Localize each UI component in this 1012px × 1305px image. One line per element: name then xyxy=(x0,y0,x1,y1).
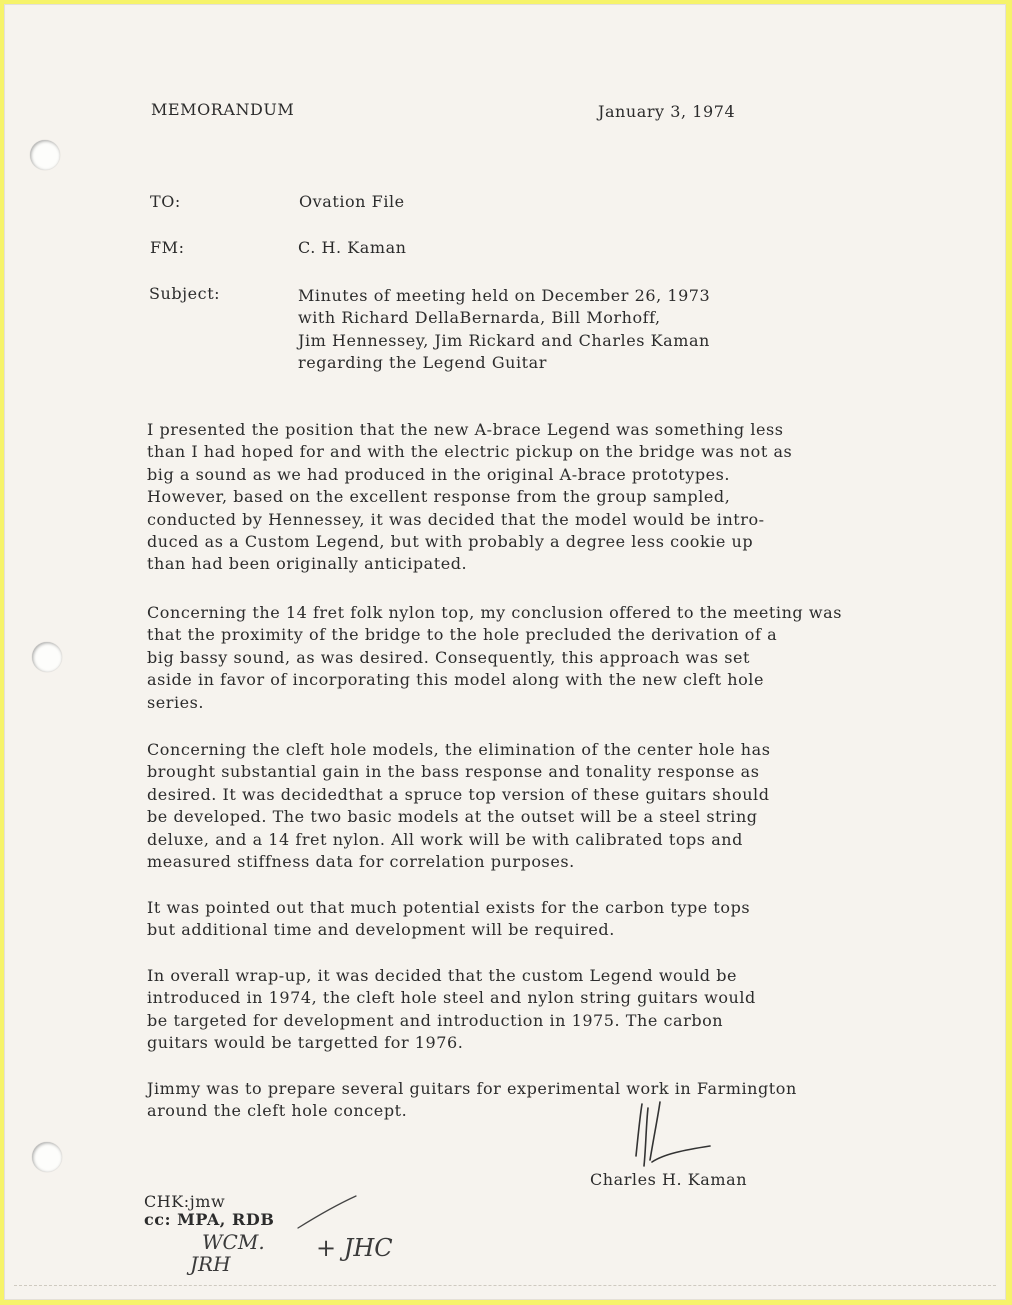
body-paragraph-2: Concerning the 14 fret folk nylon top, my conclusion offered to the meeting was that the proximity of the bridge to the hole precluded the derivation of a big bassy sound, as was desired. Consequently, this approach was set aside in favor of incorporating this model along with the new cleft hole series. xyxy=(147,603,842,712)
memo-date: January 3, 1974 xyxy=(598,102,736,121)
body-paragraph-1: I presented the position that the new A-brace Legend was something less than I had hoped for and with the electric pickup on the bridge was not as big a sound as we had produced in the original A-brace prototypes. However, based on the excellent response from the group sampled, conducted by Hennessey, it was decided that the model would be intro- duced as a Custom Legend, but with probably a degree less cookie up than had been originally anticipated. xyxy=(147,420,793,574)
handwritten-initials-2: JRH xyxy=(190,1252,231,1276)
binder-hole-top xyxy=(30,140,60,170)
body-paragraph-5: In overall wrap-up, it was decided that the custom Legend would be introduced in 1974, the cleft hole steel and nylon string guitars would be targeted for development and introduction in 1975. The carbon guitars would be targetted for 1976. xyxy=(147,966,756,1053)
from-label: FM: xyxy=(150,238,185,257)
from-value: C. H. Kaman xyxy=(298,238,407,257)
signature-scribble xyxy=(624,1096,734,1176)
typist-initials: CHK:jmw xyxy=(144,1192,226,1211)
subject-value: Minutes of meeting held on December 26, 1973 with Richard DellaBernarda, Bill Morhoff, Jim Hennessey, Jim Rickard and Charles Kaman regarding the Legend Guitar xyxy=(298,286,711,373)
to-label: TO: xyxy=(150,192,181,211)
handwritten-initials-1: WCM. xyxy=(202,1230,265,1254)
body-paragraph-6: Jimmy was to prepare several guitars for experimental work in Farmington around the cleft hole concept. xyxy=(147,1079,797,1121)
to-value: Ovation File xyxy=(299,192,405,211)
subject-label: Subject: xyxy=(149,284,221,303)
handwritten-initials-3: + JHC xyxy=(316,1234,393,1262)
body-paragraph-4: It was pointed out that much potential exists for the carbon type tops but additional time and development will be required. xyxy=(147,898,751,940)
binder-hole-bottom xyxy=(32,1142,62,1172)
cc-line: cc: MPA, RDB xyxy=(144,1210,275,1229)
signature-name: Charles H. Kaman xyxy=(590,1170,748,1189)
binder-hole-middle xyxy=(32,642,62,672)
page-bottom-edge xyxy=(14,1285,996,1286)
cc-pen-stroke xyxy=(294,1192,364,1232)
memo-heading: MEMORANDUM xyxy=(151,100,295,119)
memo-page xyxy=(4,4,1006,1300)
body-paragraph-3: Concerning the cleft hole models, the elimination of the center hole has brought substantial gain in the bass response and tonality response as desired. It was decidedthat a spruce top version of these guitars should be developed. The two basic models at the outset will be a steel string deluxe, and a 14 fret nylon. All work will be with calibrated tops and measured stiffness data for correlation purposes. xyxy=(147,740,771,872)
